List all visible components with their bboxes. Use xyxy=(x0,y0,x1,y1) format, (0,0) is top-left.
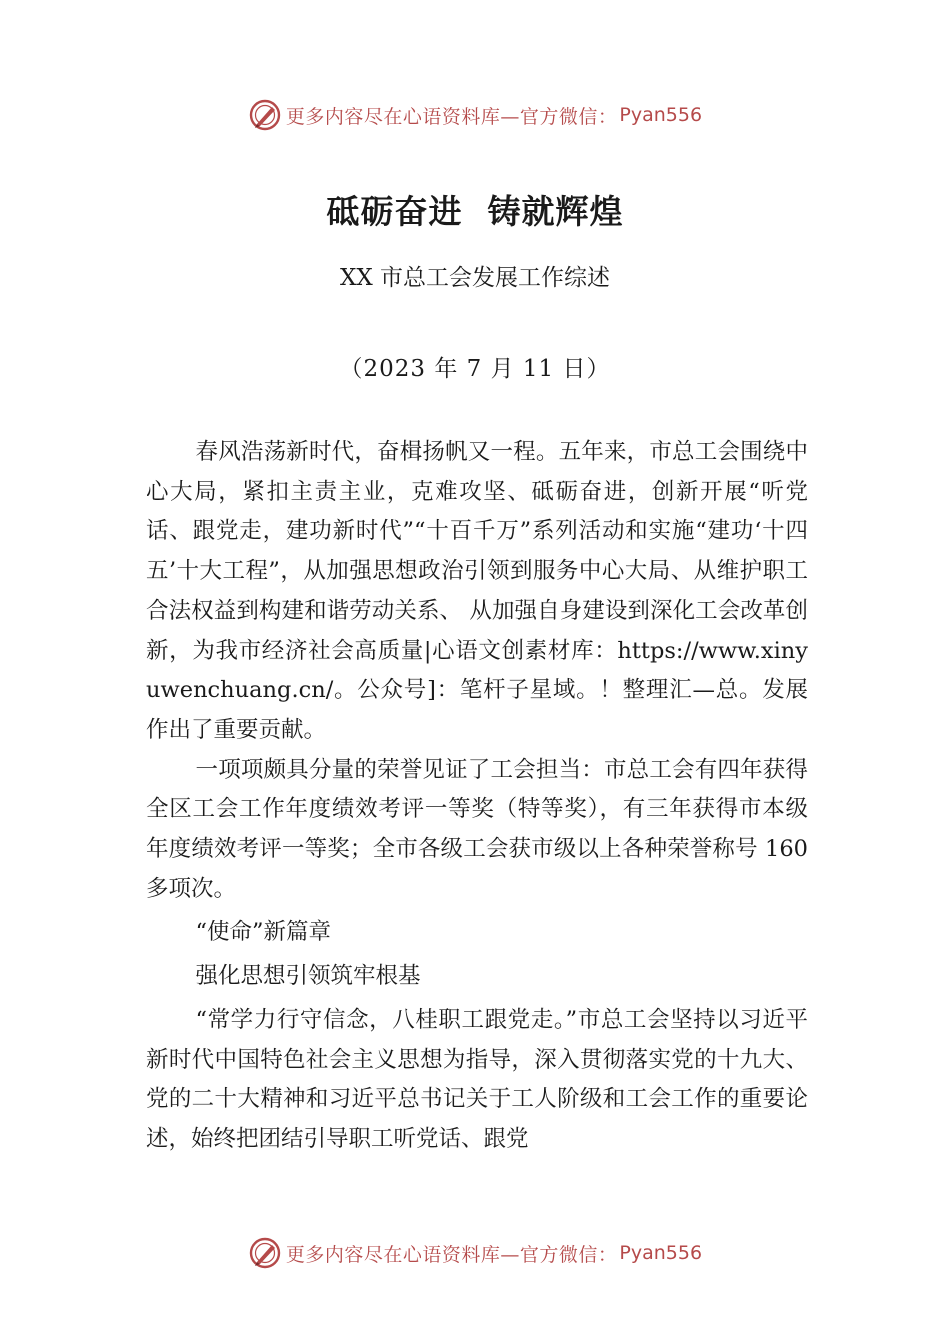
document-title: 砥砺奋进 铸就辉煌 xyxy=(326,192,624,231)
watermark-id: Pyan556 xyxy=(619,1242,703,1264)
body-paragraph-1: 春风浩荡新时代，奋楫扬帆又一程。五年来，市总工会围绕中心大局，紧扣主责主业，克难攻坚、砥砺奋进，创新开展“听党话、跟党走，建功新时代”“十百千万”系列活动和实施“建功‘十四五’十大工程”，从加强思想政治引领到服务中心大局、从维护职工合法权益到构建和谐劳动关系、 从加强自身建设到深化工会改革创新，为我市经济社会高质量|心语文创素材库：https://www.xinyuwenchuang.cn/。公众号]：笔杆子星域。！整理汇—总。发展作出了重要贡献。 xyxy=(146,439,808,743)
section-subheading: 强化思想引领筑牢根基 xyxy=(195,963,421,990)
pen-logo-icon xyxy=(248,98,282,132)
watermark-text: 更多内容尽在心语资料库—官方微信： xyxy=(285,105,618,128)
document-body xyxy=(146,433,808,1160)
section-paragraph: “常学力行守信念，八桂职工跟党走。”市总工会坚持以习近平新时代中国特色社会主义思想为指导，深入贯彻落实党的十九大、党的二十大精神和习近平总书记关于工人阶级和工会工作的重要论述，始终把团结引导职工听党话、跟党 xyxy=(146,1006,808,1152)
document-subtitle: XX 市总工会发展工作综述 xyxy=(339,265,611,291)
footer-watermark xyxy=(0,1233,950,1273)
pen-logo-icon xyxy=(248,1236,282,1270)
section-heading: “使命”新篇章 xyxy=(195,919,332,946)
watermark-id: Pyan556 xyxy=(619,104,703,126)
body-paragraph-2: 一项项颇具分量的荣誉见证了工会担当：市总工会有四年获得全区工会工作年度绩效考评一等奖（特等奖），有三年获得市本级年度绩效考评一等奖；全市各级工会获市级以上各种荣誉称号 160 多项次。 xyxy=(146,756,808,902)
document-date: （2023 年 7 月 11 日） xyxy=(339,356,611,382)
watermark-text: 更多内容尽在心语资料库—官方微信： xyxy=(285,1243,618,1266)
header-watermark xyxy=(0,95,950,135)
